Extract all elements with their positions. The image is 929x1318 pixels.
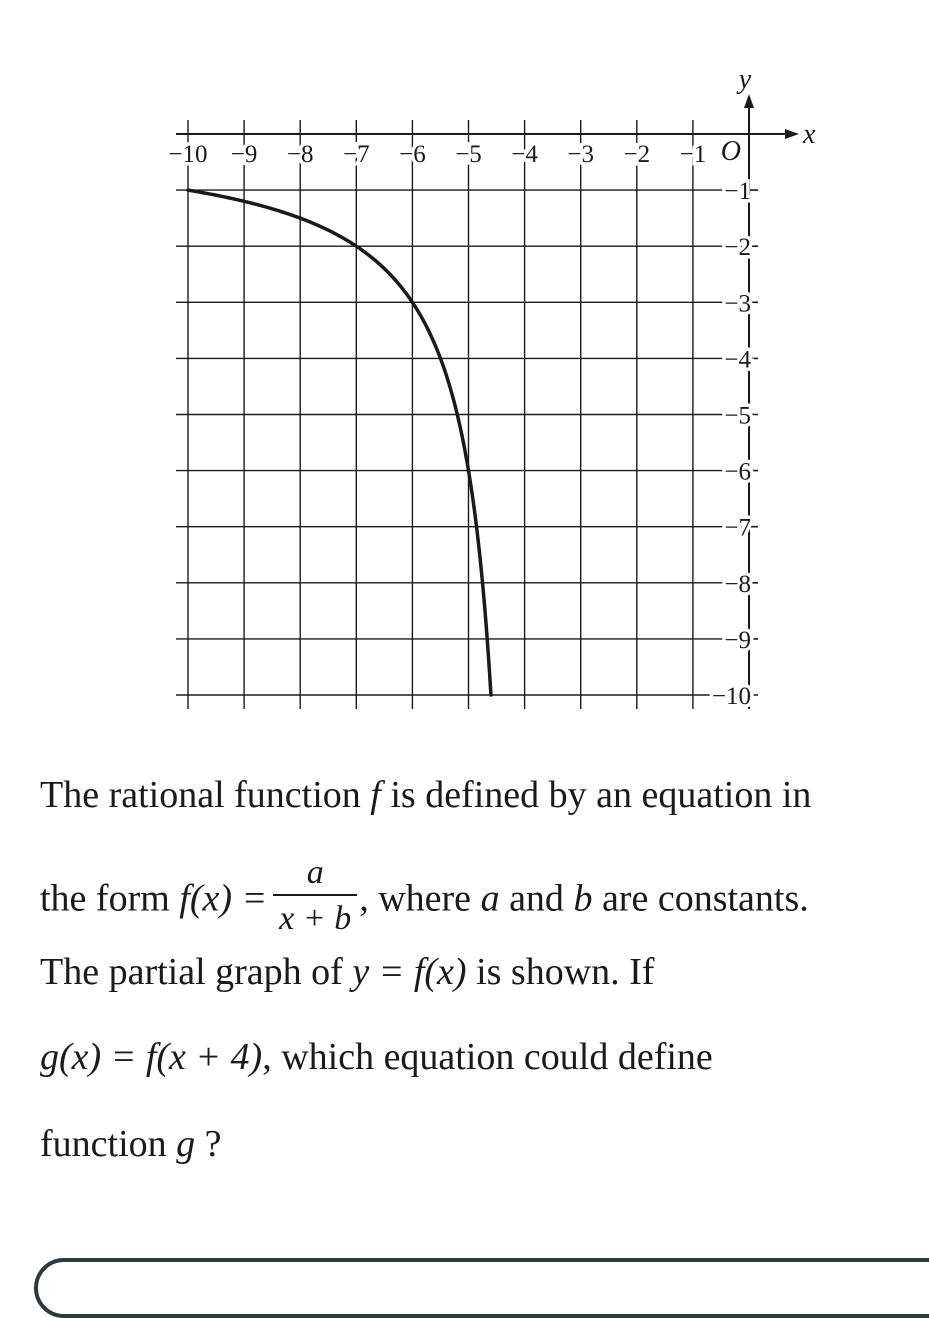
question-line-2 <box>40 854 809 942</box>
rational-function-graph <box>28 48 928 728</box>
y-tick-label: −1 <box>724 178 751 206</box>
graph-panel <box>28 48 928 728</box>
x-axis-label: x <box>803 119 816 150</box>
question-text: are constants. <box>592 877 809 920</box>
equation-f-of-x: f(x) = <box>179 877 268 920</box>
question-line-5 <box>40 1125 222 1163</box>
y-tick-label: −5 <box>724 402 751 430</box>
variable-b: b <box>573 877 593 920</box>
question-text: ? <box>195 1123 222 1165</box>
origin-label: O <box>720 136 741 167</box>
x-tick-label: −2 <box>623 141 651 168</box>
x-tick-label: −3 <box>567 141 595 168</box>
y-tick-label: −4 <box>724 346 751 374</box>
y-tick-label: −7 <box>724 514 751 542</box>
x-tick-label: −10 <box>168 141 208 168</box>
answer-input-box[interactable] <box>34 1258 929 1318</box>
x-tick-label: −9 <box>230 141 258 168</box>
equation-y-equals-f: y = f(x) <box>352 951 467 993</box>
y-tick-label: −10 <box>711 683 751 710</box>
x-axis-arrow-icon <box>785 129 799 139</box>
question-line-1 <box>40 776 811 814</box>
function-name-f: f <box>370 774 381 816</box>
y-tick-label: −8 <box>724 570 751 598</box>
x-tick-label: −4 <box>511 141 538 168</box>
fraction <box>273 856 357 936</box>
y-tick-label: −3 <box>724 290 751 318</box>
x-tick-label: −6 <box>399 141 426 168</box>
variable-a: a <box>480 877 500 920</box>
y-tick-label: −6 <box>724 458 751 486</box>
x-tick-label: −7 <box>342 141 370 168</box>
question-line-3 <box>40 953 654 991</box>
x-tick-label: −8 <box>286 141 314 168</box>
function-name-g: g <box>176 1123 196 1165</box>
fraction-numerator: a <box>306 854 324 891</box>
fraction-denominator: x + b <box>273 894 357 936</box>
y-axis-label: y <box>738 64 752 95</box>
question-text: and <box>499 877 574 920</box>
question-text: The rational function <box>40 774 371 816</box>
question-text: is shown. If <box>466 951 655 993</box>
question-text: , where <box>359 877 481 920</box>
question-line-4 <box>40 1038 713 1076</box>
question-text: The partial graph of <box>40 951 353 993</box>
question-text: function <box>40 1123 177 1165</box>
y-axis-arrow-icon <box>744 94 754 108</box>
question-text: , which equation could define <box>262 1036 713 1078</box>
x-tick-label: −1 <box>679 141 707 168</box>
function-curve-f <box>188 190 491 695</box>
question-text: is defined by an equation in <box>380 774 812 816</box>
y-tick-label: −9 <box>724 626 751 654</box>
y-tick-label: −2 <box>724 234 751 262</box>
equation-g-of-x: g(x) = f(x + 4) <box>40 1036 263 1078</box>
question-text: the form <box>40 877 180 920</box>
x-tick-label: −5 <box>455 141 482 168</box>
